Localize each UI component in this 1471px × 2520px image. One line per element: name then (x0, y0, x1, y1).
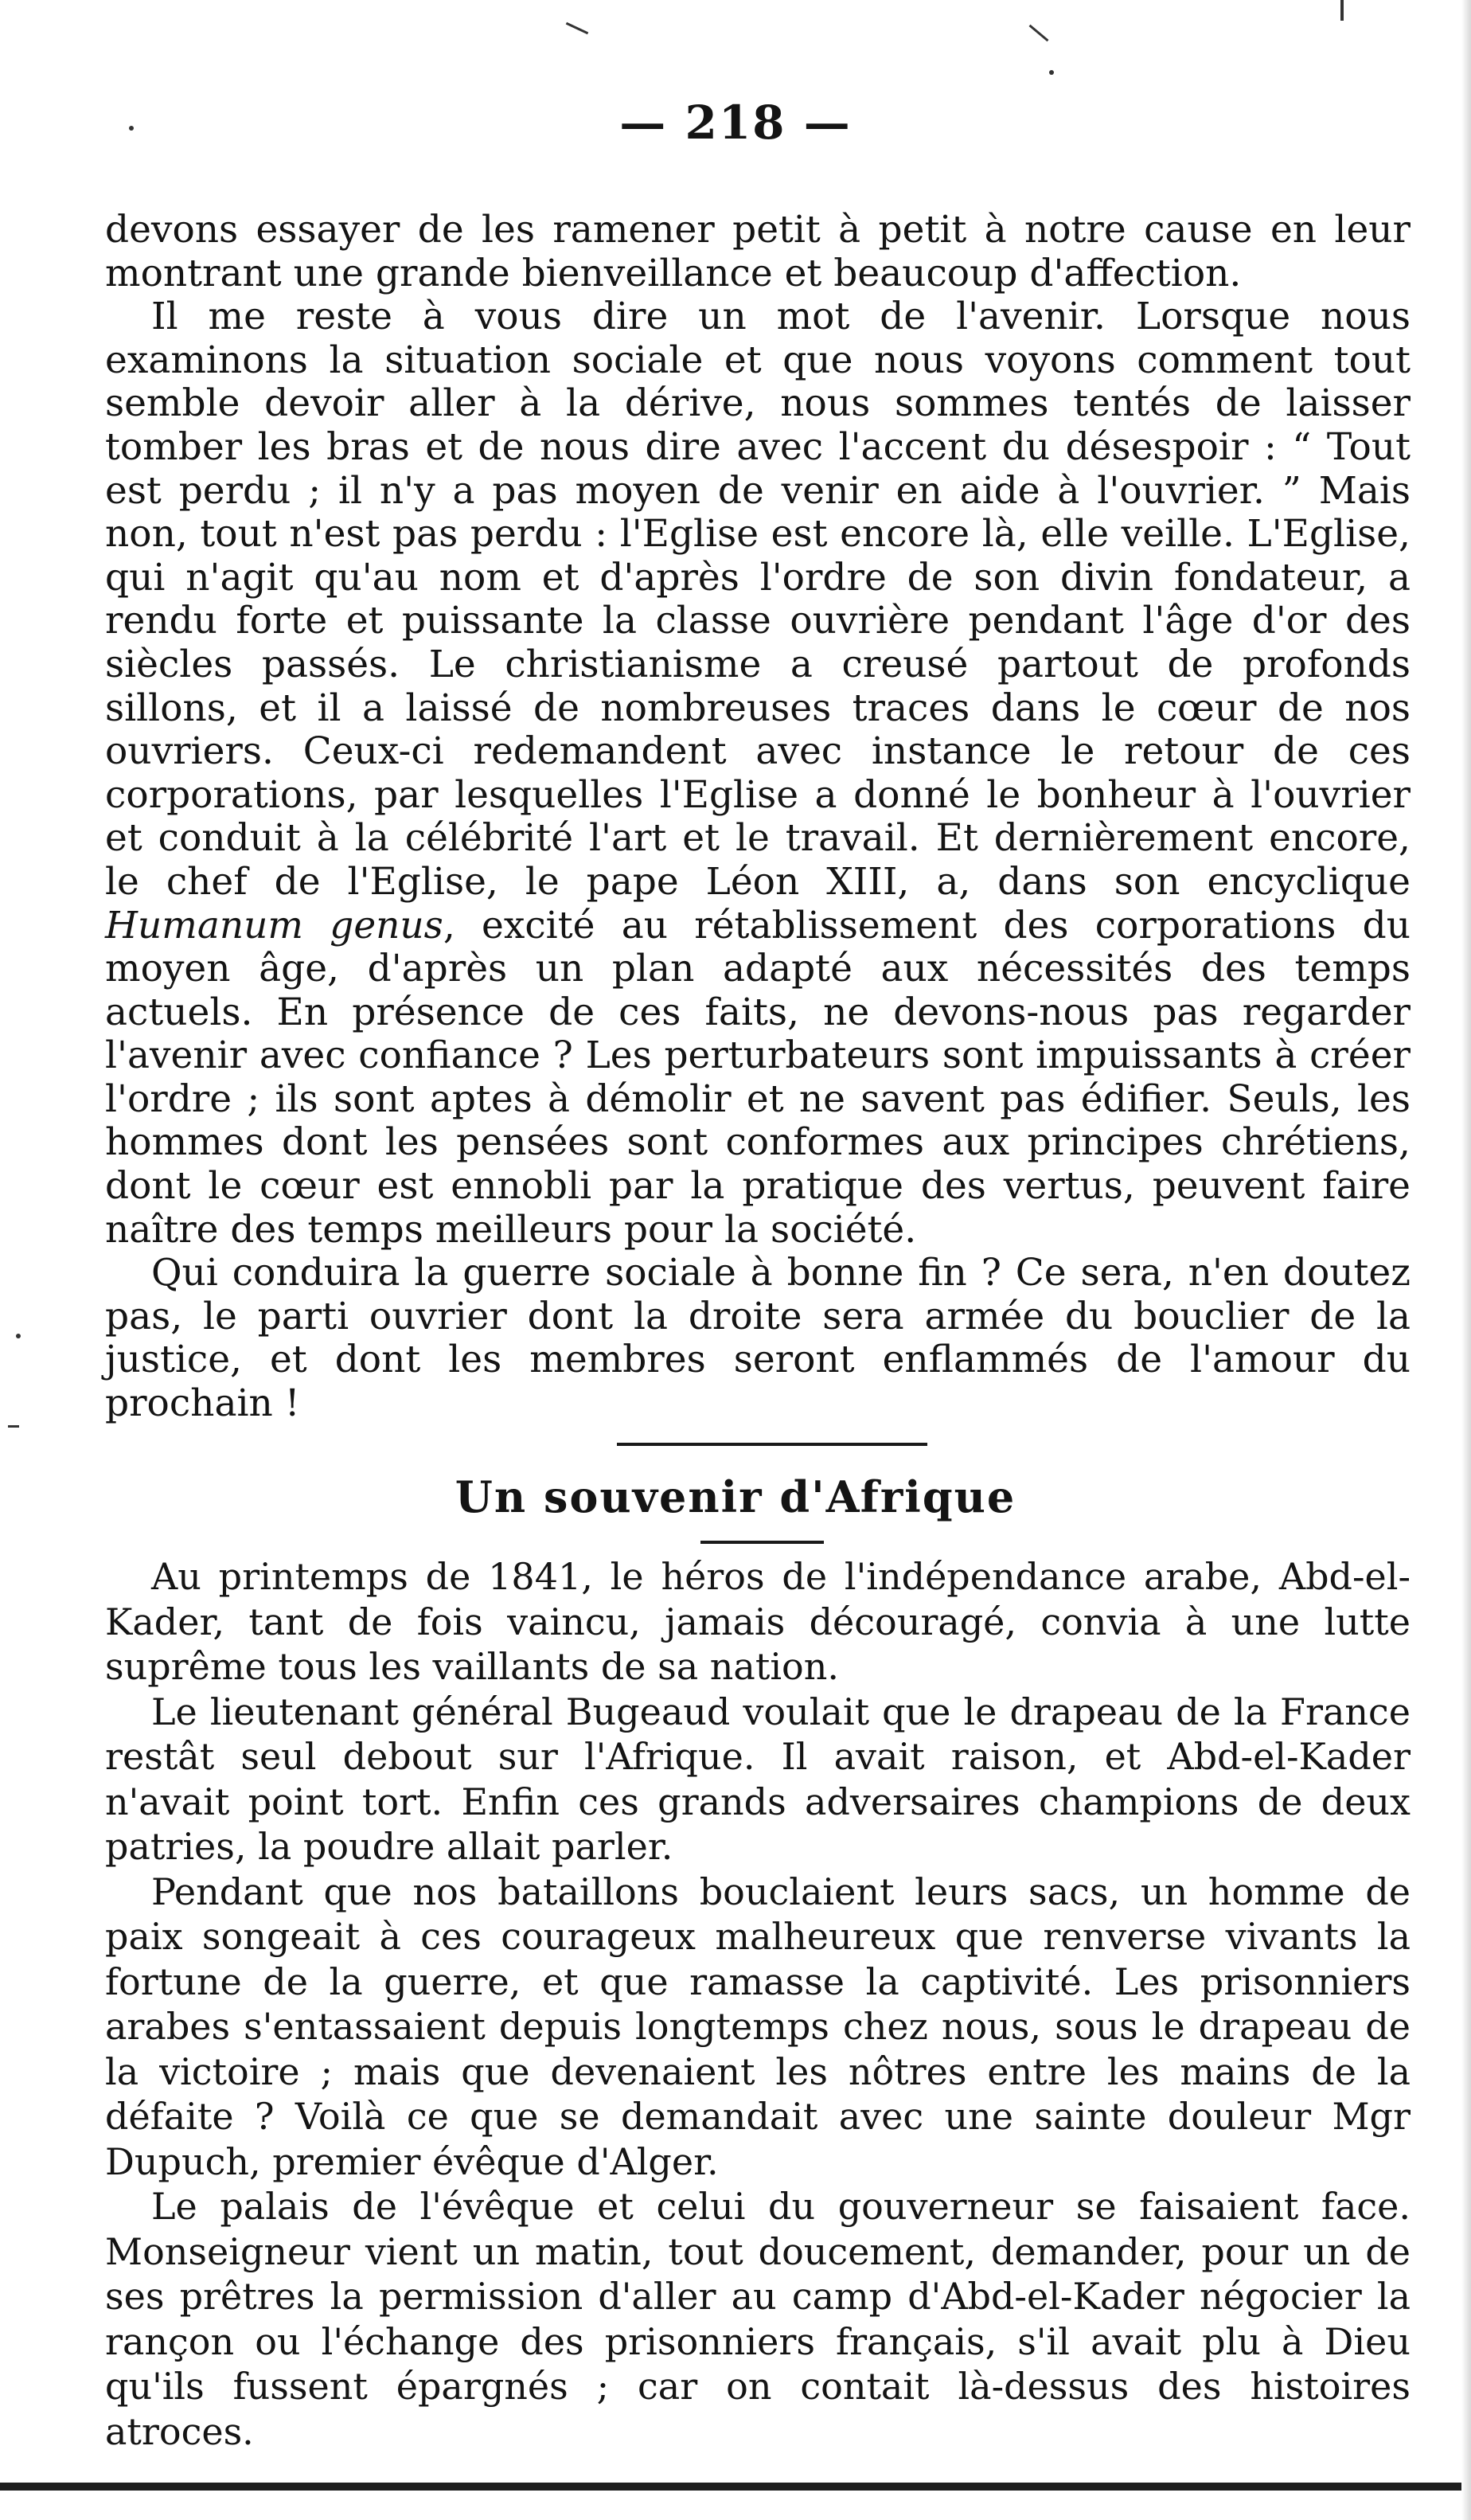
scan-speck (566, 22, 588, 34)
encyclical-title: Humanum genus (105, 903, 443, 947)
paragraph: Le lieutenant général Bugeaud voulait que le drapeau de la France restât seul debout sur l'Afrique. Il avait raison, et Abd-el-Kader n'avait point tort. Enfin ces grands adversaires champions de deux patries, la poudre allait parler. (105, 1690, 1411, 1868)
scan-speck (1049, 70, 1054, 75)
body-text-top (105, 209, 1411, 1426)
page-number: — 218 — (619, 96, 852, 150)
section-title: Un souvenir d'Afrique (455, 1471, 1016, 1522)
scan-speck (129, 126, 134, 131)
scan-speck (16, 1334, 21, 1338)
scan-bottom-edge (0, 2483, 1471, 2491)
scan-right-edge (1461, 0, 1471, 2520)
scan-speck (1340, 0, 1344, 21)
body-text-bottom (105, 1554, 1411, 2454)
paragraph: Qui conduira la guerre sociale à bonne fin ? Ce sera, n'en doutez pas, le parti ouvrier dont la droite sera armée du bouclier de la justice, et dont les membres seront enflammés de l'amour du prochain ! (105, 1251, 1411, 1426)
section-divider (617, 1443, 927, 1446)
paragraph: devons essayer de les ramener petit à petit à notre cause en leur montrant une grande bienveillance et beaucoup d'affection. (105, 208, 1411, 295)
title-underline (700, 1541, 824, 1544)
scan-speck (1029, 25, 1049, 42)
paragraph (105, 295, 1411, 1252)
paragraph: Pendant que nos bataillons bouclaient leurs sacs, un homme de paix songeait à ces courageux malheureux que renverse vivants la fortune de la guerre, et que ramasse la captivité. Les prisonniers arabes s'entassaient depuis longtemps chez nous, sous le drapeau de la victoire ; mais que devenaient les nôtres entre les mains de la défaite ? Voilà ce que se demandait avec une sainte douleur Mgr Dupuch, premier évêque d'Alger. (105, 1869, 1411, 2183)
scan-speck (8, 1425, 19, 1428)
paragraph: Le palais de l'évêque et celui du gouverneur se faisaient face. Monseigneur vient un matin, tout doucement, demander, pour un de ses prêtres la permission d'aller au camp d'Abd-el-Kader négocier la rançon ou l'échange des prisonniers français, s'il avait plu à Dieu qu'ils fussent épargnés ; car on contait là-dessus des histoires atroces. (105, 2185, 1411, 2453)
paragraph-text-continued: , excité au rétablissement des corporations du moyen âge, d'après un plan adapté aux nécessités des temps actuels. En présence de ces faits, ne devons-nous pas regarder l'avenir avec confiance ? Les perturbateurs sont impuissants à créer l'ordre ; ils sont aptes à démolir et ne savent pas édifier. Seuls, les hommes dont les pensées sont conformes aux principes chrétiens, dont le cœur est ennobli par la pratique des vertus, peuvent faire naître des temps meilleurs pour la société. (105, 903, 1411, 1252)
paragraph: Au printemps de 1841, le héros de l'indépendance arabe, Abd-el-Kader, tant de fois vaincu, jamais découragé, convia à une lutte suprême tous les vaillants de sa nation. (105, 1555, 1411, 1688)
paragraph-text: Il me reste à vous dire un mot de l'avenir. Lorsque nous examinons la situation sociale et que nous voyons comment tout semble devoir aller à la dérive, nous sommes tentés de laisser tomber les bras et de nous dire avec l'accent du désespoir : “ Tout est perdu ; il n'y a pas moyen de venir en aide à l'ouvrier. ” Mais non, tout n'est pas perdu : l'Eglise est encore là, elle veille. L'Eglise, qui n'agit qu'au nom et d'après l'ordre de son divin fondateur, a rendu forte et puissante la classe ouvrière pendant l'âge d'or des siècles passés. Le christianisme a creusé partout de profonds sillons, et il a laissé de nombreuses traces dans le cœur de nos ouvriers. Ceux-ci redemandent avec instance le retour de ces corporations, par lesquelles l'Eglise a donné le bonheur à l'ouvrier et conduit à la célébrité l'art et le travail. Et dernièrement encore, le chef de l'Eglise, le pape Léon XIII, a, dans son encyclique (105, 295, 1411, 904)
